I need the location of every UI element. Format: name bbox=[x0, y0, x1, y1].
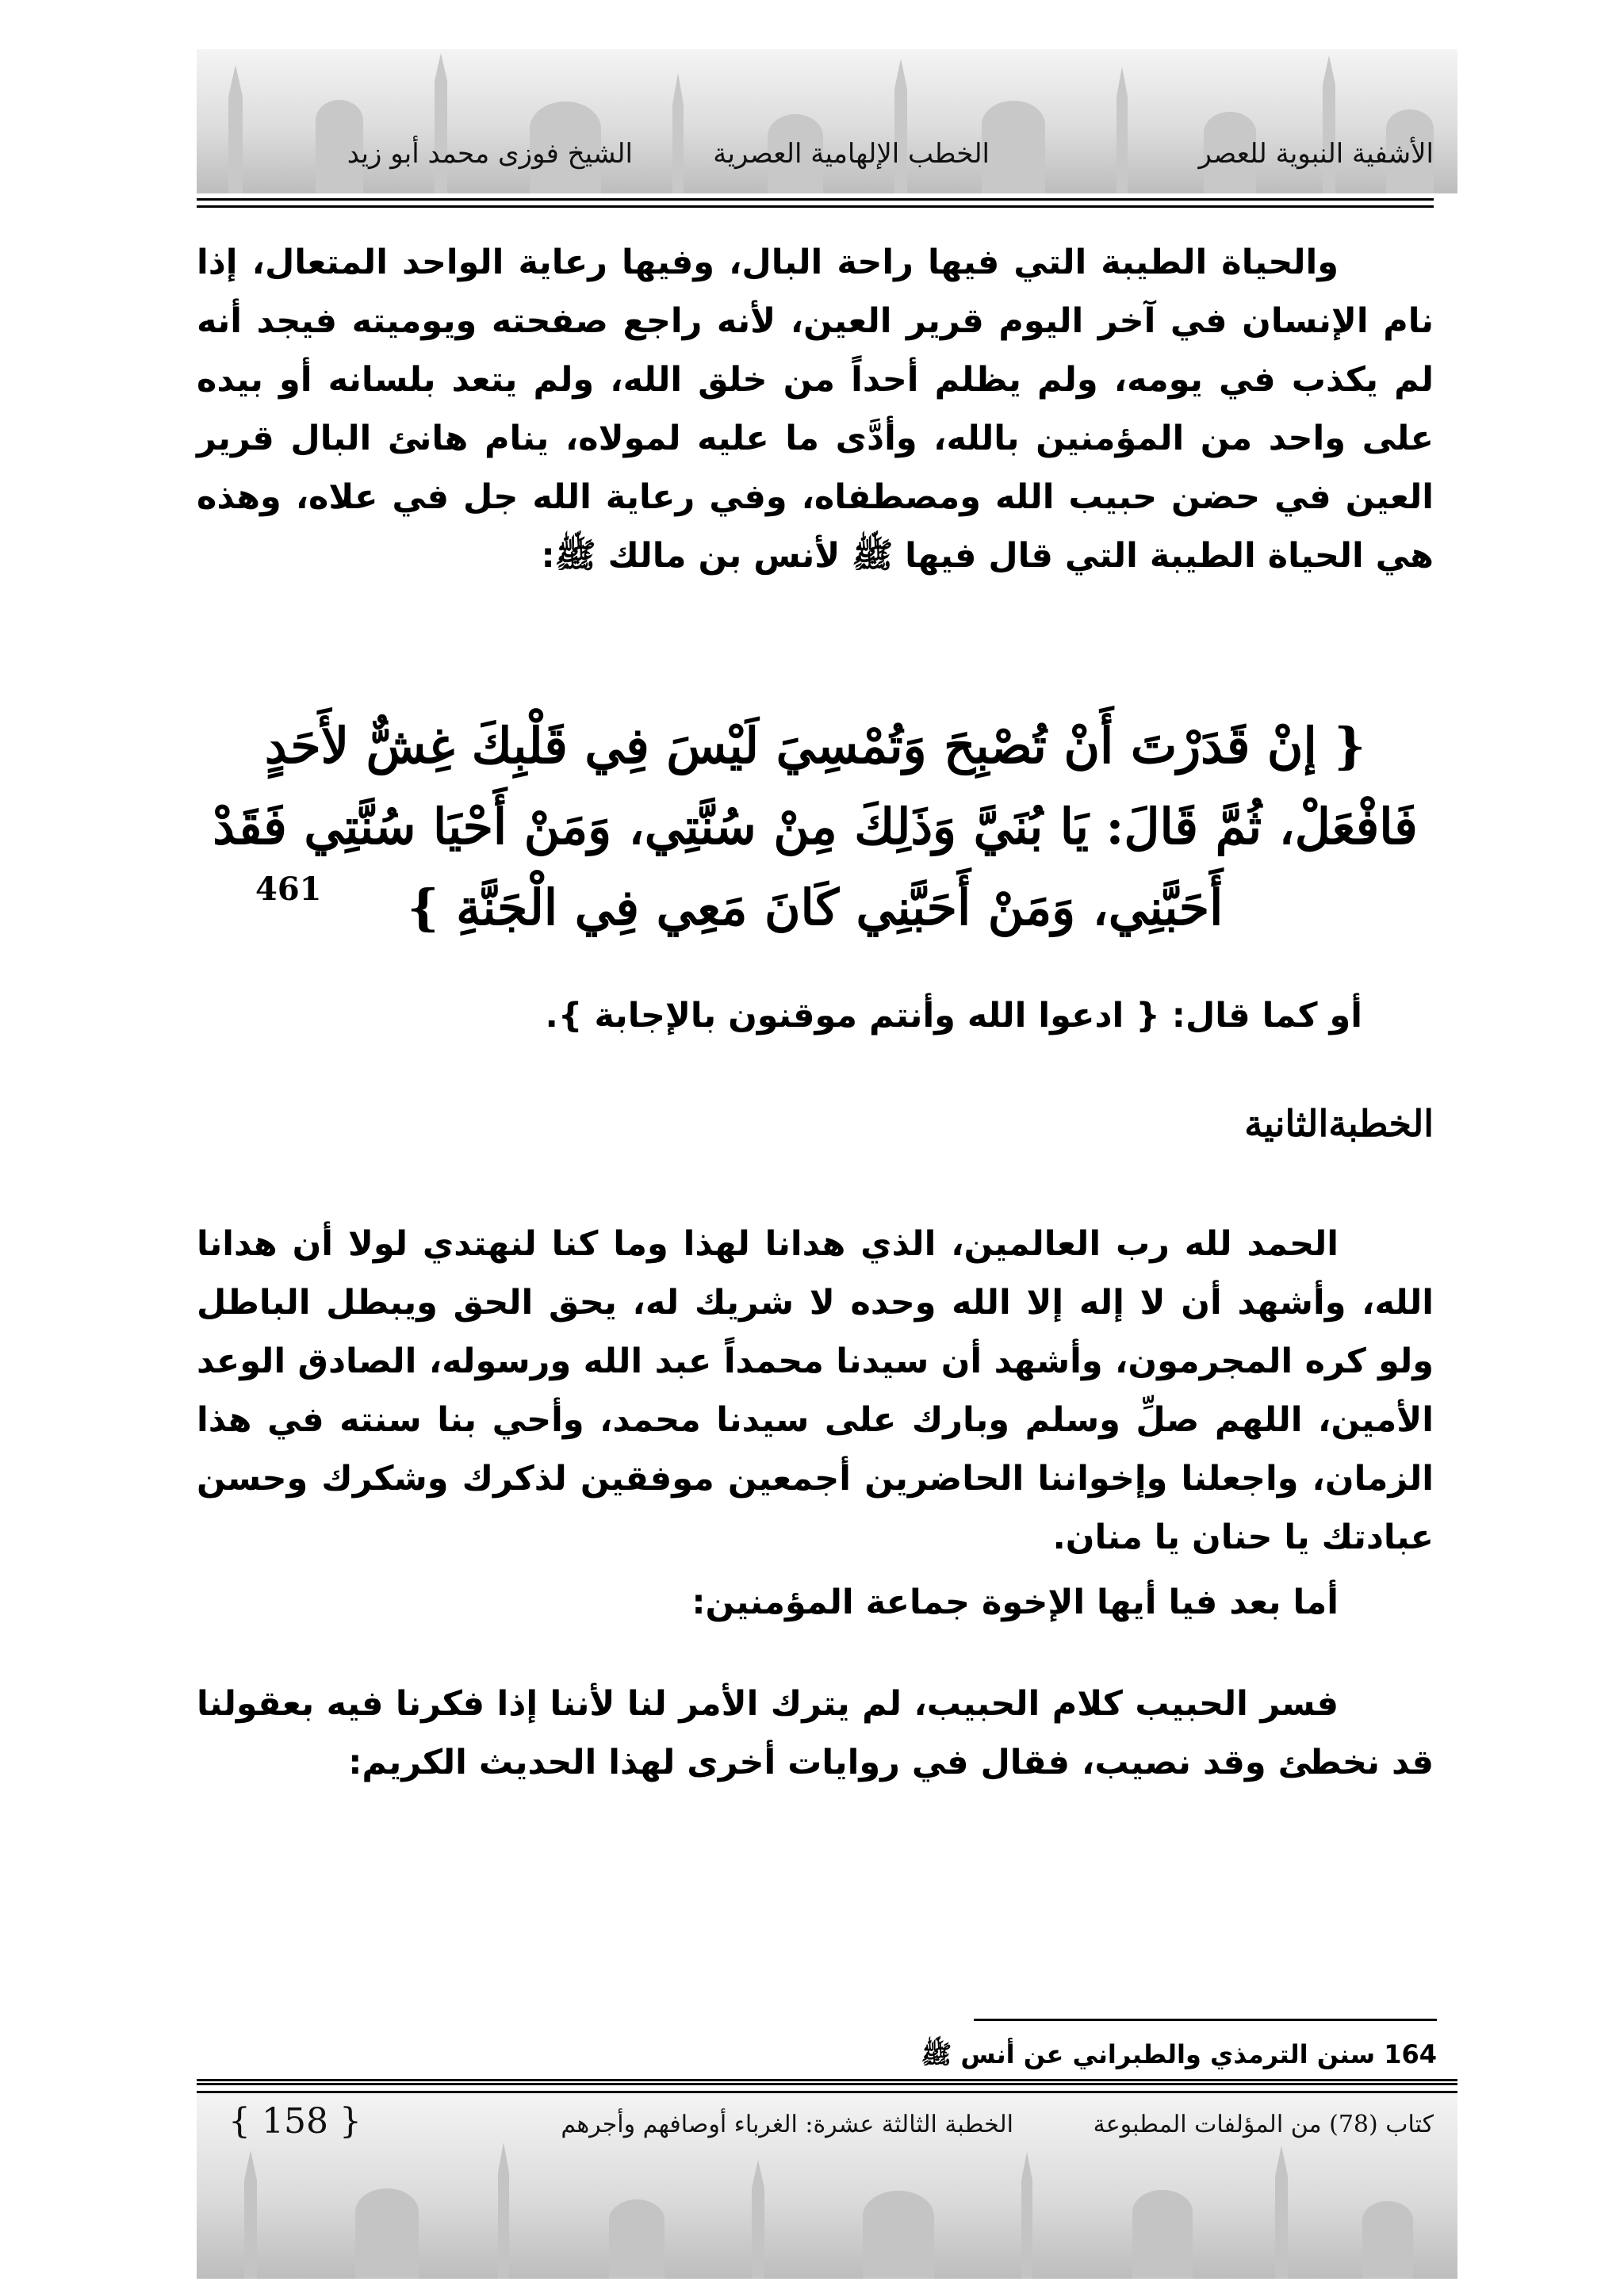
body-paragraph-3: أما بعد فيا أيها الإخوة جماعة المؤمنين: bbox=[691, 1583, 1339, 1622]
page-header bbox=[197, 135, 1434, 182]
hadith-footnote-ref: 461 bbox=[255, 871, 322, 908]
header-book-title: الأشفية النبوية للعصر bbox=[1198, 138, 1434, 170]
body-paragraph-2: الحمد لله رب العالمين، الذي هدانا لهذا وما كنا لنهتدي لولا أن هدانا الله، وأشهد أن لا إله إلا الله وحده لا شريك له، يحق الحق ويبطل الباطل ولو كره المجرمون، وأشهد أن سيدنا محمداً عبد الله ورسوله، الصادق الوعد الأمين، اللهم صلِّ وسلم وبارك على سيدنا محمد، وأحي بنا سنته في هذا الزمان، واجعلنا وإخواننا الحاضرين أجمعين موفقين لذكرك وشكرك وحسن عبادتك يا حنان يا منان. bbox=[197, 1224, 1434, 1557]
footer-divider bbox=[197, 2079, 1457, 2093]
page-footer bbox=[197, 2100, 1457, 2155]
footer-book-info: كتاب (78) من المؤلفات المطبوعة bbox=[1093, 2111, 1434, 2138]
body-paragraph-4: فسر الحبيب كلام الحبيب، لم يترك الأمر لنا لأننا إذا فكرنا فيه بعقولنا قد نخطئ وقد نصيب، فقال في روايات أخرى لهذا الحديث الكريم: bbox=[197, 1684, 1434, 1782]
header-series-title: الخطب الإلهامية العصرية bbox=[713, 138, 990, 170]
header-author: الشيخ فوزى محمد أبو زيد bbox=[347, 138, 633, 170]
header-divider bbox=[197, 198, 1434, 208]
page-number: { 158 } bbox=[228, 2101, 362, 2142]
footnote-separator bbox=[974, 2019, 1437, 2021]
body-paragraph-1: والحياة الطيبة التي فيها راحة البال، وفيها رعاية الواحد المتعال، إذا نام الإنسان في آخر اليوم قرير العين، لأنه راجع صفحته ويوميته فيجد أنه لم يكذب في يومه، ولم يظلم أحداً من خلق الله، ولم يتعد بلسانه أو بيده على واحد من المؤمنين بالله، وأدَّى ما عليه لمولاه، ينام هانئ البال قرير العين في حضن حبيب الله ومصطفاه، وفي رعاية الله جل في علاه، وهذه هي الحياة الطيبة التي قال فيها ﷺ لأنس بن مالك ﷺ: bbox=[197, 243, 1434, 576]
dua-line: أو كما قال: { ادعوا الله وأنتم موقنون بالإجابة }. bbox=[545, 996, 1362, 1035]
hadith-quote: { إنْ قَدَرْتَ أَنْ تُصْبِحَ وَتُمْسِيَ لَيْسَ فِي قَلْبِكَ غِشٌّ لأَحَدٍ فَافْعَلْ، ثُمَّ قَالَ: يَا بُنَيَّ وَذَلِكَ مِنْ سُنَّتِي، وَمَنْ أَحْيَا سُنَّتِي فَقَدْ أَحَبَّنِي، وَمَنْ أَحَبَّنِي كَانَ مَعِي فِي الْجَنَّةِ } bbox=[213, 717, 1418, 936]
footnote: 164 سنن الترمذي والطبراني عن أنس ﷺ bbox=[921, 2039, 1437, 2069]
section-title: الخطبةالثانية bbox=[1244, 1102, 1434, 1145]
footer-sermon-title: الخطبة الثالثة عشرة: الغرباء أوصافهم وأجرهم bbox=[561, 2111, 1013, 2138]
